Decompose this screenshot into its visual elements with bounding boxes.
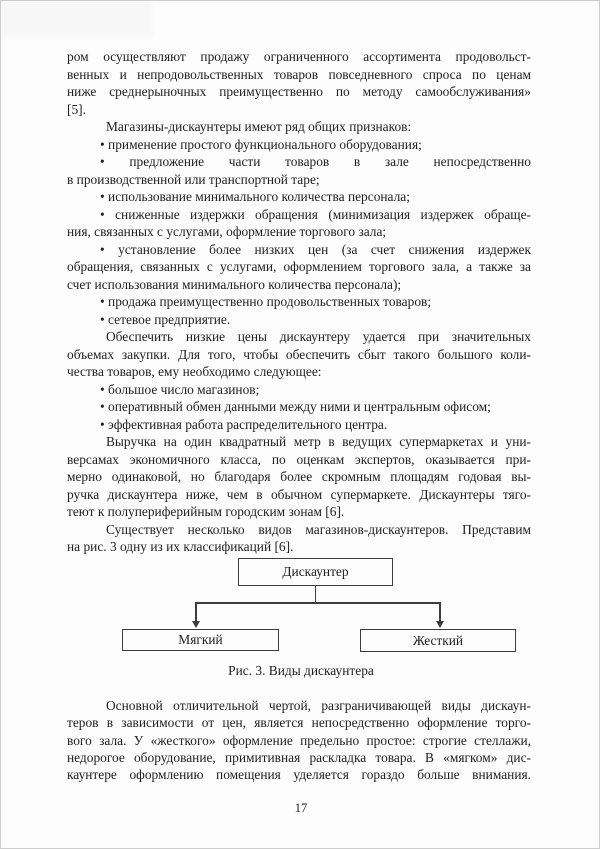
text-line: венных и непродовольственных товаров повседневного спроса по ценам — [67, 66, 531, 82]
text-line: • большое число магазинов; — [100, 381, 260, 397]
figure-connector-left-drop — [195, 602, 196, 621]
text-line: недорогое оборудование, примитивная раскладка товара. В «мягком» дис- — [67, 749, 531, 765]
arrow-down-icon — [192, 621, 200, 628]
text-line: Основной отличительной чертой, разграничивающей виды дискаун- — [106, 698, 531, 713]
text-line: • применение простого функционального оборудования; — [100, 136, 422, 152]
text-line: в производственной или транспортной таре; — [67, 171, 320, 187]
figure-box-hard-label: Жесткий — [412, 632, 464, 648]
text-line: обращения, связанных с услугами, оформлением торгового зала, а также за — [67, 259, 531, 274]
text-line: • эффективная работа распределительного центра. — [100, 416, 388, 432]
text-line: вого зала. У «жесткого» оформление предельно простое: строгие стеллажи, — [67, 732, 531, 748]
text-line: теров в зависимости от цен, является непосредственно оформление торго- — [67, 715, 531, 731]
text-line: • продажа преимущественно продовольственных товаров; — [100, 294, 432, 309]
bottom-text-block — [67, 697, 531, 783]
scan-artifact — [1, 1, 153, 37]
figure-connector-horizontal — [195, 602, 440, 603]
text-line: Существует несколько видов магазинов-дискаунтеров. Представим — [106, 521, 531, 537]
main-text-block — [67, 48, 531, 556]
text-line: • предложение части товаров в зале непосредственно — [100, 154, 531, 169]
text-line: Выручка на один квадратный метр в ведущих супермаркетах и уни- — [106, 434, 531, 449]
text-line: [5]. — [67, 101, 86, 117]
text-line: счет использования минимального количества персонала); — [67, 276, 402, 292]
figure-box-hard — [360, 629, 516, 652]
figure-box-soft-label: Мягкий — [178, 632, 223, 648]
text-line: мерно одинаковой, но благодаря более скромным площадям годовая вы- — [67, 469, 531, 484]
text-line: на рис. 3 одну из их классификаций [6]. — [67, 539, 294, 554]
figure-box-root — [238, 558, 393, 586]
text-line: Обеспечить низкие цены дискаунтеру удается при значительных — [106, 329, 531, 344]
page-number: 17 — [294, 801, 308, 815]
text-line: ром осуществляют продажу ограниченного ассортимента продовольст- — [67, 49, 531, 64]
text-line: • установление более низких цен (за счет снижения издержек — [100, 241, 531, 257]
figure-connector-right-drop — [439, 602, 440, 621]
arrow-down-icon — [436, 621, 444, 628]
text-line: ниже среднерыночных преимущественно по методу самообслуживания» — [67, 84, 531, 99]
text-line: объемах закупки. Для того, чтобы обеспечить сбыт такого большого коли- — [67, 346, 531, 362]
figure-caption: Рис. 3. Виды дискаунтера — [228, 663, 374, 678]
text-line: чества товаров, ему необходимо следующее: — [67, 364, 322, 379]
figure-box-soft — [122, 629, 279, 651]
text-line: • сетевое предприятие. — [100, 311, 231, 327]
text-line: • оперативный обмен данными между ними и центральным офисом; — [100, 399, 491, 414]
text-line: • сниженные издержки обращения (минимизация издержек обраще- — [100, 206, 531, 222]
text-line: • использование минимального количества персонала; — [100, 189, 410, 204]
text-line: теют к полупериферийным городским зонам [6]. — [67, 504, 345, 519]
text-line: каунтере оформлению помещения уделяется гораздо больше внимания. — [67, 767, 531, 783]
text-line: Магазины-дискаунтеры имеют ряд общих признаков: — [106, 119, 412, 134]
text-line: ручка дискаунтера ниже, чем в обычном супермаркете. Дискаунтеры тяго- — [67, 486, 531, 502]
text-line: ния, связанных с услугами, оформление торгового зала; — [67, 224, 387, 239]
text-line: версамах экономичного класса, по оценкам экспертов, оказывается при- — [67, 451, 531, 467]
figure-box-root-label: Дискаунтер — [282, 564, 349, 580]
figure-connector-stem — [315, 586, 316, 603]
